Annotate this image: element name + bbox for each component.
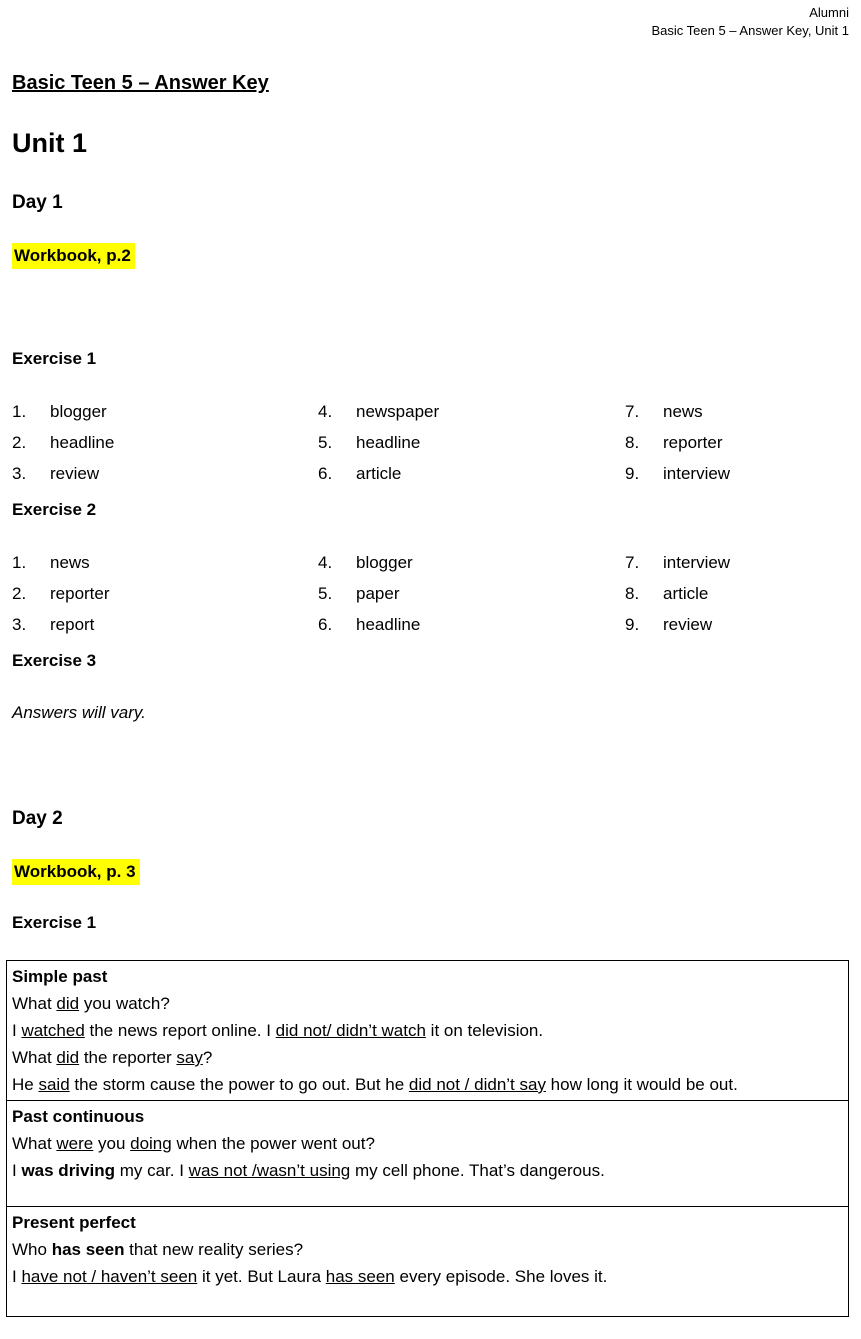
- answer-item: [12, 396, 318, 427]
- text-segment: watched: [21, 1021, 85, 1040]
- text-segment: that new reality series?: [124, 1240, 304, 1259]
- text-segment: He: [12, 1075, 39, 1094]
- header-line-doc-title: Basic Teen 5 – Answer Key, Unit 1: [651, 23, 849, 38]
- answer-number: 4.: [318, 402, 333, 421]
- text-segment: I: [12, 1267, 22, 1286]
- answer-number: 3.: [12, 464, 27, 483]
- answer-number: 2.: [12, 433, 27, 452]
- answer-sentence: [12, 1044, 842, 1071]
- text-segment: What: [12, 994, 57, 1013]
- text-segment: you watch?: [79, 994, 170, 1013]
- answer-text: news: [50, 553, 90, 572]
- answer-number: 3.: [12, 615, 27, 634]
- text-segment: doing: [130, 1134, 172, 1153]
- document-title: Basic Teen 5 – Answer Key: [12, 72, 269, 94]
- text-segment: say: [176, 1048, 203, 1067]
- grammar-table: [6, 960, 849, 1317]
- answer-sentence: [12, 1071, 842, 1098]
- answer-number: 7.: [625, 553, 640, 572]
- answer-text: reporter: [50, 584, 110, 603]
- text-segment: my cell phone. That’s dangerous.: [350, 1161, 605, 1180]
- page-header: [12, 4, 849, 40]
- answer-text: headline: [356, 433, 421, 452]
- row-title: Simple past: [12, 967, 108, 986]
- answer-item: [625, 427, 849, 458]
- text-segment: it on television.: [425, 1021, 544, 1040]
- answer-item: [625, 547, 849, 578]
- answer-sentence: [12, 1157, 842, 1184]
- answer-item: [318, 609, 625, 640]
- answer-text: review: [663, 615, 713, 634]
- text-segment: how long it would be out.: [545, 1075, 738, 1094]
- answer-number: 6.: [318, 615, 333, 634]
- text-segment: every episode. She loves it.: [394, 1267, 608, 1286]
- row-title: Present perfect: [12, 1213, 136, 1232]
- text-segment: the storm cause the power to go out. But he: [69, 1075, 409, 1094]
- answer-number: 1.: [12, 402, 27, 421]
- text-segment: have not / haven’t seen: [21, 1267, 198, 1286]
- text-segment: the reporter: [79, 1048, 177, 1067]
- answer-item: [12, 547, 318, 578]
- answer-number: 1.: [12, 553, 27, 572]
- day1-workbook-line: [12, 243, 849, 269]
- answer-text: paper: [356, 584, 400, 603]
- answer-text: article: [663, 584, 709, 603]
- text-segment: it yet. But Laura: [197, 1267, 326, 1286]
- day1-exercise1-heading: Exercise 1: [12, 349, 97, 368]
- table-row-simple-past: [7, 961, 848, 1100]
- answer-text: blogger: [356, 553, 413, 572]
- answer-sentence: [12, 1263, 842, 1290]
- text-segment: has seen: [51, 1240, 125, 1259]
- answer-sentence: [12, 1236, 842, 1263]
- text-segment: my car. I: [114, 1161, 189, 1180]
- text-segment: did: [56, 994, 80, 1013]
- answer-item: [318, 396, 625, 427]
- answer-number: 5.: [318, 433, 333, 452]
- answer-item: [12, 578, 318, 609]
- answer-text: report: [50, 615, 95, 634]
- answer-text: interview: [663, 553, 731, 572]
- text-segment: Who: [12, 1240, 52, 1259]
- row-lines: [12, 1236, 842, 1290]
- answer-number: 9.: [625, 464, 640, 483]
- answer-number: 8.: [625, 584, 640, 603]
- answers-will-vary-note: Answers will vary.: [12, 703, 146, 722]
- table-row-past-continuous: [7, 1100, 848, 1206]
- text-segment: you: [93, 1134, 131, 1153]
- answer-number: 5.: [318, 584, 333, 603]
- row-lines: [12, 990, 842, 1098]
- answer-sentence: [12, 990, 842, 1017]
- text-segment: did not/ didn’t watch: [275, 1021, 426, 1040]
- day1-exercise2-heading: Exercise 2: [12, 500, 97, 519]
- answer-text: article: [356, 464, 402, 483]
- text-segment: has seen: [325, 1267, 395, 1286]
- text-segment: the news report online. I: [84, 1021, 276, 1040]
- day2-heading: Day 2: [12, 808, 63, 829]
- day1-heading: Day 1: [12, 192, 63, 213]
- answer-text: headline: [356, 615, 421, 634]
- day2-exercise1-heading: Exercise 1: [12, 913, 97, 932]
- answer-text: news: [663, 402, 703, 421]
- answer-text: review: [50, 464, 100, 483]
- text-segment: ?: [202, 1048, 213, 1067]
- answer-number: 8.: [625, 433, 640, 452]
- answer-item: [625, 578, 849, 609]
- answer-item: [625, 609, 849, 640]
- answer-number: 6.: [318, 464, 333, 483]
- answer-text: newspaper: [356, 402, 440, 421]
- row-title: Past continuous: [12, 1107, 145, 1126]
- text-segment: was not /wasn’t using: [188, 1161, 351, 1180]
- day1-exercise1-answers: [12, 396, 849, 489]
- text-segment: I: [12, 1021, 22, 1040]
- answer-item: [625, 396, 849, 427]
- answer-number: 2.: [12, 584, 27, 603]
- answer-number: 7.: [625, 402, 640, 421]
- answer-item: [318, 427, 625, 458]
- text-segment: did: [56, 1048, 80, 1067]
- answer-number: 9.: [625, 615, 640, 634]
- text-segment: I: [12, 1161, 22, 1180]
- answer-item: [12, 427, 318, 458]
- answer-item: [625, 458, 849, 489]
- answer-item: [318, 458, 625, 489]
- answer-number: 4.: [318, 553, 333, 572]
- text-segment: What: [12, 1048, 57, 1067]
- row-lines: [12, 1130, 842, 1184]
- answer-text: reporter: [663, 433, 723, 452]
- answer-text: interview: [663, 464, 731, 483]
- unit-heading: Unit 1: [12, 128, 88, 158]
- text-segment: said: [38, 1075, 70, 1094]
- day1-workbook-ref: Workbook, p.2: [12, 243, 135, 269]
- text-segment: did not / didn’t say: [408, 1075, 546, 1094]
- answer-sentence: [12, 1130, 842, 1157]
- day2-workbook-line: [12, 859, 849, 885]
- answer-text: headline: [50, 433, 115, 452]
- day1-exercise2-answers: [12, 547, 849, 640]
- text-segment: was driving: [21, 1161, 115, 1180]
- day2-workbook-ref: Workbook, p. 3: [12, 859, 140, 885]
- answer-item: [12, 609, 318, 640]
- answer-item: [318, 578, 625, 609]
- answer-sentence: [12, 1017, 842, 1044]
- header-line-alumni: Alumni: [809, 5, 849, 20]
- answer-item: [318, 547, 625, 578]
- day1-exercise3-heading: Exercise 3: [12, 651, 97, 670]
- table-row-present-perfect: [7, 1206, 848, 1316]
- text-segment: when the power went out?: [171, 1134, 375, 1153]
- answer-text: blogger: [50, 402, 107, 421]
- text-segment: What: [12, 1134, 57, 1153]
- text-segment: were: [56, 1134, 94, 1153]
- answer-item: [12, 458, 318, 489]
